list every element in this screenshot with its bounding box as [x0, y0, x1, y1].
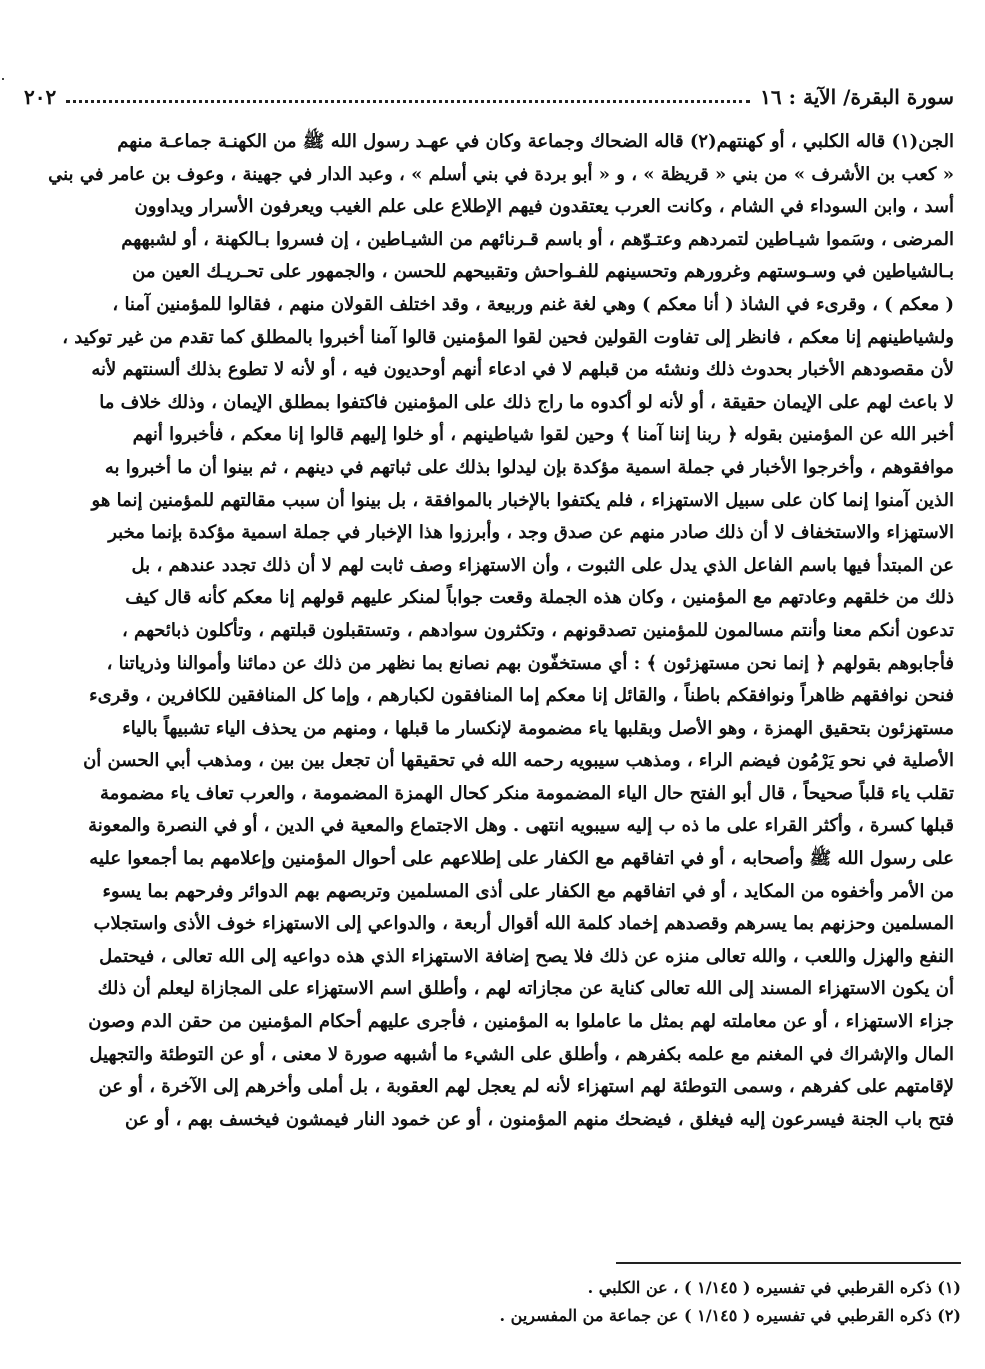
- text-line: ( معكم ) ، وقرىء في الشاذ ( أنا معكم ) وهي لغة غنم وربيعة ، وقد اختلف القولان منهم ، فقالوا للمؤمنين آمنا ،: [112, 293, 954, 315]
- body-text: [24, 126, 954, 1136]
- text-line: تدعون أنكم معنا وأنتم مسالمون للمؤمنين تصدقونهم ، وتكثرون سوادهم ، وتستقبلون قبلتهم ، وتأكلون ذبائحهم ،: [121, 619, 954, 641]
- footnote-2: (٢) ذكره القرطبي في تفسيره ( ١/١٤٥ ) عن جماعة من المفسرين .: [499, 1306, 961, 1325]
- text-line: جزاء الاستهزاء ، أو عن معاملته لهم بمثل ما عاملوا به المؤمنين ، فأجرى عليهم أحكام المؤمنين من حقن الدم وصون: [88, 1011, 954, 1033]
- header-dotted-leader: [66, 100, 750, 103]
- text-line: المال والإشراك في المغنم مع علمه بكفرهم ، وأطلق على الشيء ما أشبهه صورة لا معنى ، أو عن التوطئة والتجهيل: [89, 1043, 954, 1065]
- text-line: النفع والهزل واللعب ، والله تعالى منزه عن ذلك فلا يصح إضافة الاستهزاء الذي هذه دواعيه إلى الله تعالى ، فيحتمل: [99, 945, 954, 967]
- text-line: الاستهزاء والاستخفاف لا أن ذلك صادر منهم عن صدق وجد ، وأبرزوا هذا الإخبار في جملة اسمية مؤكدة بإنما مخبر: [108, 522, 954, 544]
- text-line: ذلك من خلقهم وعادتهم مع المؤمنين ، وكان هذه الجملة وقعت جواباً لمنكر عليهم قولهم إنا معكم كأنه قال كيف: [125, 587, 954, 609]
- running-header: [24, 84, 954, 110]
- scan-speck: [2, 78, 4, 80]
- text-line: قبلها كسرة ، وأكثر القراء على ما ذه ب إليه سيبويه انتهى . وهل الاجتماع والمعية في الدين ، أو في النصرة والمعونة: [88, 815, 954, 837]
- text-line: أن يكون الاستهزاء المسند إلى الله تعالى كناية عن مجازاته لهم ، وأطلق اسم الاستهزاء على المجازاة ليعلم أن ذلك: [97, 978, 954, 1000]
- text-line: ولشياطينهم إنا معكم ، فانظر إلى تفاوت القولين فحين لقوا المؤمنين قالوا آمنا أخبروا بالمطلق كما تقدم من غير توكيد ،: [62, 326, 954, 348]
- text-line: فتح باب الجنة فيسرعون إليه فيغلق ، فيضحك منهم المؤمنون ، أو عن خمود النار فيمشون فيخسف بهم ، أو عن: [124, 1108, 954, 1130]
- text-line: موافقوهم ، وأخرجوا الأخبار في جملة اسمية مؤكدة بإن ليدلوا بذلك على ثباتهم في دينهم ، ثم بينوا أن ما أخبروا به: [104, 456, 954, 478]
- text-line: المسلمين وحزنهم بما يسرهم وقصدهم إخماد كلمة الله أقوال أربعة ، والدواعي إلى الاستهزاء خوف الأذى واستجلاب: [93, 913, 954, 935]
- text-line: لا باعث لهم على الإيمان حقيقة ، أو لأنه لو أكدوه ما راج ذلك على المؤمنين فاكتفوا بمطلق الإيمان ، وذلك خلاف ما: [99, 391, 954, 413]
- text-line: لإقامتهم على كفرهم ، وسمى التوطئة لهم استهزاء لأنه لم يعجل لهم العقوبة ، بل أملى وأخرهم إلى الآخرة ، أو عن: [98, 1076, 954, 1098]
- text-line: الذين آمنوا إنما كان على سبيل الاستهزاء ، فلم يكتفوا بالإخبار بالموافقة ، بل بينوا أن سبب مقالتهم للمؤمنين إنما هو: [91, 489, 954, 511]
- page-number: ٢٠٢: [24, 85, 57, 109]
- footnote-1: (١) ذكره القرطبي في تفسيره ( ١/١٤٥ ) ، عن الكلبي .: [587, 1278, 961, 1297]
- text-line: لأن مقصودهم الأخبار بحدوث ذلك ونشئه من قبلهم لا في ادعاء أنهم أوحديون فيه ، أو لأنه لا تطوع بذلك ألسنتهم لأنه: [91, 359, 954, 381]
- text-line: الجن(١) قاله الكلبي ، أو كهنتهم(٢) قاله الضحاك وجماعة وكان في عهـد رسول الله ﷺ من الكهنـة جماعـة منهم: [117, 131, 954, 152]
- text-line: الأصلية في نحو يَرْمُون فيضم الراء ، ومذهب سيبويه رحمه الله في تحقيقها أن تجعل بين بين ، ومذهب أبي الحسن أن: [83, 750, 954, 772]
- text-line: المرضى ، وسَموا شيـاطين لتمردهم وعتـوّهم ، أو باسم قـرنائهم من الشيـاطين ، إن فسروا بـالكهنة ، أو لشبههم: [121, 228, 954, 250]
- text-line: « كعب بن الأشرف » من بني « قريظة » ، و « أبو بردة في بني أسلم » ، وعبد الدار في جهينة ، وعوف بن عامر في بني: [48, 163, 954, 185]
- surah-label: سورة البقرة/ الآية : ١٦: [760, 85, 954, 109]
- text-line: من الأمر وأخفوه من المكايد ، أو في اتفاقهم مع الكفار على أذى المسلمين وتربصهم بهم الدوائر وفرحهم بما يسوء: [102, 880, 954, 902]
- text-line: بـالشياطين في وسـوستهم وغرورهم وتحسينهم للفـواحش وتقبيحهم للحسن ، والجمهور على تحـريـك العين من: [132, 261, 954, 283]
- text-line: فنحن نوافقهم ظاهراً ونوافقكم باطناً ، والقائل إنا معكم إما المنافقون لكبارهم ، وإما كل المنافقين للكافرين ، وقرىء: [89, 685, 954, 707]
- footnotes: [31, 1274, 961, 1330]
- footnote-separator: [616, 1262, 961, 1264]
- text-line: على رسول الله ﷺ وأصحابه ، أو في اتفاقهم مع الكفار على إطلاعهم على أحوال المؤمنين وإعلامهم بما أجمعوا عليه: [89, 848, 954, 870]
- text-line: فأجابوهم بقولهم ﴿ إنما نحن مستهزئون ﴾ : أي مستخفّون بهم نصانع بما نظهر من ذلك عن دمائنا وأموالنا وذرياتنا ،: [106, 652, 954, 674]
- text-line: تقلب ياء قلباً صحيحاً ، قال أبو الفتح حال الياء المضمومة منكر كحال الهمزة المضمومة ، والعرب تعاف ياء مضمومة: [99, 782, 954, 804]
- text-line: أسد ، وابن السوداء في الشام ، وكانت العرب يعتقدون فيهم الإطلاع على علم الغيب ويعرفون الأسرار ويداوون: [134, 196, 954, 218]
- text-line: عن المبتدأ فيها باسم الفاعل الذي يدل على الثبوت ، وأن الاستهزاء وصف ثابت لهم لا أن ذلك تجدد عندهم ، بل: [131, 554, 954, 576]
- text-line: أخبر الله عن المؤمنين بقوله ﴿ ربنا إننا آمنا ﴾ وحين لقوا شياطينهم ، أو خلوا إليهم قالوا إنا معكم ، فأخبروا أنهم: [132, 424, 954, 446]
- text-line: مستهزئون بتحقيق الهمزة ، وهو الأصل وبقلبها ياء مضمومة لإنكسار ما قبلها ، ومنهم من يحذف الياء تشبيهاً بالياء: [122, 717, 954, 739]
